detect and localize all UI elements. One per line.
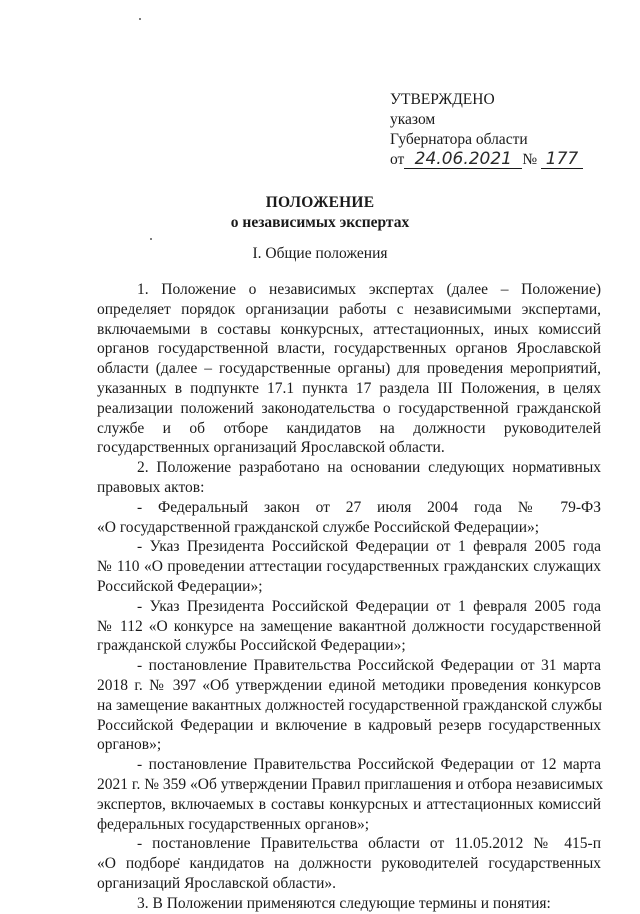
body-line: реализации положений законодательства о государственной гражданской xyxy=(97,399,601,417)
approval-date-line xyxy=(390,150,583,170)
body-line: федеральных государственных органов»; xyxy=(97,815,370,833)
body-line: «О государственной гражданской службе Российской Федерации»; xyxy=(97,518,540,536)
approval-heading: УТВЕРЖДЕНО xyxy=(390,91,495,108)
approval-governor: Губернатора области xyxy=(390,131,528,148)
body-line: - постановление Правительства Российской Федерации от 12 марта xyxy=(137,756,601,774)
body-line: определяет порядок организации работы с независимыми экспертами, xyxy=(97,300,601,318)
body-line: - постановление Правительства Российской Федерации от 31 марта xyxy=(137,657,601,675)
body-line: на замещение вакантных должностей государственной гражданской службы xyxy=(97,696,603,714)
body-line: органов»; xyxy=(97,736,162,754)
body-line: экспертов, включаемых в составы конкурсных и аттестационных комиссий xyxy=(97,795,601,813)
body-line: - Указ Президента Российской Федерации от 1 февраля 2005 года xyxy=(137,538,601,556)
body-line: области (далее – государственные органы) для проведения мероприятий, xyxy=(97,360,601,378)
body-line: «О подборе кандидатов на должности руководителей государственных xyxy=(97,855,601,873)
body-line: 3. В Положении применяются следующие термины и понятия: xyxy=(137,894,551,912)
body-line: правовых актов: xyxy=(97,478,205,496)
body-line: указанных в подпункте 17.1 пункта 17 раздела III Положения, в целях xyxy=(97,379,601,397)
body-line: 2. Положение разработано на основании следующих нормативных xyxy=(137,459,601,477)
body-line: организаций Ярославской области». xyxy=(97,874,337,892)
body-line: 1. Положение о независимых экспертах (далее – Положение) xyxy=(137,281,601,298)
document-body xyxy=(97,280,604,914)
number-label: № xyxy=(522,151,538,168)
body-line: - постановление Правительства области от 11.05.2012 № 415-п xyxy=(137,835,601,853)
handwritten-date: 24.06.2021 xyxy=(404,151,522,169)
body-line: органов государственной власти, государственных органов Ярославской xyxy=(97,340,601,358)
approval-decree: указом xyxy=(390,111,436,128)
body-line: 2021 г. № 359 «Об утверждении Правил приглашения и отбора независимых xyxy=(97,775,604,793)
approval-stamp xyxy=(390,90,583,170)
body-line: 2018 г. № 397 «Об утверждении единой методики проведения конкурсов xyxy=(97,676,601,694)
body-line: службе и об отборе кандидатов на должности руководителей xyxy=(97,419,601,437)
handwritten-number: 177 xyxy=(541,151,583,169)
body-line: № 110 «О проведении аттестации государственных гражданских служащих xyxy=(97,558,601,576)
scan-speck xyxy=(150,238,152,240)
section-heading: I. Общие положения xyxy=(252,245,388,262)
body-line: включаемыми в составы конкурсных, аттестационных, иных комиссий xyxy=(97,320,601,338)
scan-speck xyxy=(139,18,141,20)
body-line: гражданской службы Российской Федерации»; xyxy=(97,637,406,655)
body-line: Российской Федерации»; xyxy=(97,577,263,595)
body-line: Российской Федерации и включение в кадровый резерв государственных xyxy=(97,716,601,734)
document-title: ПОЛОЖЕНИЕ xyxy=(265,194,375,211)
body-line: - Указ Президента Российской Федерации от 1 февраля 2005 года xyxy=(137,597,601,615)
document-subtitle: о независимых экспертах xyxy=(230,214,410,231)
body-line: - Федеральный закон от 27 июля 2004 года № 79-ФЗ xyxy=(137,498,601,516)
body-line: № 112 «О конкурсе на замещение вакантной должности государственной xyxy=(97,617,601,635)
body-line: государственных организаций Ярославской области. xyxy=(97,439,445,457)
from-label: от xyxy=(390,151,405,168)
